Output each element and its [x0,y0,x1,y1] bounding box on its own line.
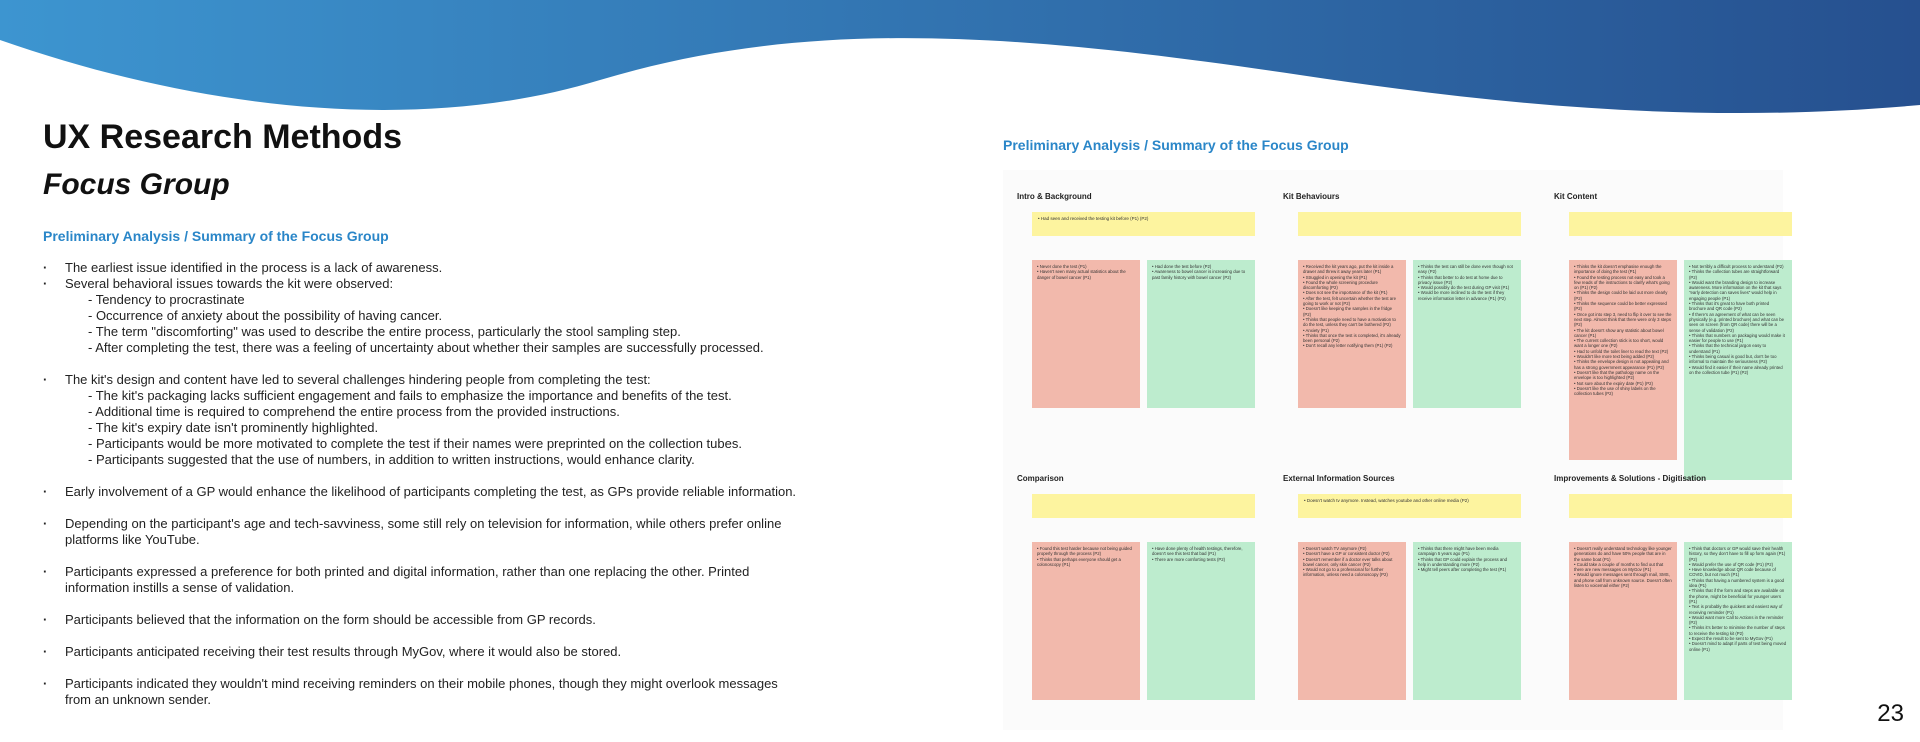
board-section [1283,192,1513,392]
affinity-board [1003,170,1787,730]
summary-subitem: - Additional time is required to comprehend the entire process from the provided instructions. [88,404,620,419]
note-bullet: • Thinks the kit doesn't emphasise enough the importance of doing the test (P1) [1574,264,1662,275]
section-title: Comparison [1017,474,1064,483]
note-bullet: • Expect the result to be sent to MyGov (P1) [1689,636,1773,642]
note-bullet: • Have done plenty of health testings, therefore, doesn't see this test that bad (P1) [1152,546,1243,557]
note-bullet: • Had seen and received the testing kit before (P1) (P2) [1038,216,1149,221]
note-green [1684,260,1792,480]
note-bullet: • Thinks that once the test is completed, it's already been personal (P2) [1303,332,1401,344]
section-heading: Preliminary Analysis / Summary of the Focus Group [43,228,389,244]
summary-item: · Depending on the participant's age and tech-savviness, some still rely on television for information, while others prefer online platforms like YouTube. [43,516,943,548]
note-pink [1569,542,1677,700]
summary-subitem: - The kit's packaging lacks sufficient engagement and fails to emphasize the importance and benefits of the test. [88,388,732,403]
note-bullet: • Thinks that better to do test at home due to privacy issue (P2) [1418,274,1503,285]
summary-item: · The earliest issue identified in the process is a lack of awareness. [43,260,943,276]
note-bullet: • Would possibly do the test during GP visit (P1) [1418,285,1510,291]
note-bullet: • Anxiety (P1) [1303,327,1329,333]
page-number: 23 [1877,700,1904,727]
note-bullet: • Received the kit years ago, put the kit inside a drawer and threw it away years later (P1) [1303,264,1394,275]
note-yellow [1298,494,1521,518]
summary-item: · Participants anticipated receiving their test results through MyGov, where it would also be stored. [43,644,943,660]
note-bullet: • Never done the test (P1) [1037,264,1087,269]
summary-item: · Participants expressed a preference for both printed and digital information, rather than one replacing the other. Printed information instills a sense of validation. [43,564,943,596]
note-bullet: • Might tell peers after completing the test (P1) [1418,567,1507,573]
note-bullet: • Struggled in opening the kit (P1) [1303,274,1368,280]
note-pink [1032,542,1140,700]
note-bullet: • Would prefer the use of QR code (P1) (P2) [1689,561,1774,567]
note-bullet: • Not terribly a difficult process to understand (P2) [1689,264,1784,269]
note-pink [1298,260,1406,408]
note-bullet: • Not sure about the expiry date (P1) (P2) [1574,380,1653,386]
note-bullet: • Would be more inclined to do the test if they receive information letter in advance (P1) (P2) [1418,290,1506,301]
summary-subitem: - Participants would be more motivated to complete the test if their names were preprinted on the collection tubes. [88,436,742,451]
note-bullet: • Thinks that it's great to have both printed brochure and QR code (P2) [1689,301,1770,312]
note-bullet: • Haven't seen many actual statistics about the danger of bowel cancer (P1) [1037,269,1126,280]
note-bullet: • Would ignore messages sent through mail, SMS, and phone call from unknown source. Doesn't often listen to voicemail either (P2) [1574,572,1672,589]
note-bullet: • Thinks that perhaps everyone should get a colonoscopy (P1) [1037,556,1121,567]
note-bullet: • Once got into step 3, need to flip it over to see the next step. Almost think that there were only 3 steps (P2) [1574,311,1672,328]
page-subtitle: Focus Group [43,168,230,201]
note-bullet: • After the test, felt uncertain whether the test are going to work or not (P2) [1303,295,1396,307]
summary-item: · Participants indicated they wouldn't mind receiving reminders on their mobile phones, though they might overlook messages from an unknown sender. [43,676,943,708]
note-bullet: • Would want the branding design to increase awareness. More information on the kit that says "early detection can saves lives" would help in engaging people (P1) [1689,279,1782,301]
note-bullet: • Thinks being casual is good but, don't be too informal to maintain the seriousness (P2) [1689,354,1777,365]
note-bullet: • Had to unfold the toilet liner to read the text (P2) [1574,348,1669,354]
summary-subitem: - Tendency to procrastinate [88,292,245,307]
summary-subitem: - After completing the test, there was a feeling of uncertainty about whether their samples are successfully processed. [88,340,764,355]
page-title: UX Research Methods [43,118,402,156]
board-section [1017,474,1247,694]
note-yellow [1032,494,1255,518]
note-green [1147,542,1255,700]
note-bullet: • Thinks the design could be laid out more clearly (P2) [1574,290,1668,301]
note-bullet: • Doesn't like that the pathology name on the envelope is too highlighted (P2) [1574,369,1660,381]
note-bullet: • Doesn't like the use of shiny labels on the collection tubes (P2) [1574,385,1656,397]
note-bullet: • Thinks that people need to have a motivation to do the test, unless they can't be bothered (P2) [1303,316,1396,328]
note-bullet: • The current collection stick is too short, would want a longer one (P2) [1574,338,1664,349]
note-bullet: • Thinks it's better to minimise the number of steps to receive the testing kit (P2) [1689,625,1785,636]
note-bullet: • Had done the test before (P2) [1152,264,1212,269]
summary-subitem: - The term "discomforting" was used to describe the entire process, particularly the stool sampling step. [88,324,681,339]
note-yellow [1032,212,1255,236]
note-yellow [1569,494,1792,518]
note-bullet: • Thinks that GP could explain the process and help in understanding more (P2) [1418,556,1508,567]
note-bullet: • Thinks that the technical jargon easy to understand (P1) [1689,343,1767,354]
note-bullet: • Thinks that there might have been media campaign 5 years ago (P1) [1418,546,1499,557]
board-section [1283,474,1513,694]
note-bullet: • Thinks the collection tubes are straightforward (P2) [1689,269,1780,280]
board-section [1017,192,1247,392]
note-green [1413,260,1521,408]
note-bullet: • Thinks the sequence could be better expressed (P2) [1574,301,1667,312]
note-bullet: • Thinks that if the form and steps are available on the phone, might be beneficial for younger users (P1) [1689,588,1785,604]
note-bullet: • Does not see the importance of the kit (P1) [1303,290,1388,296]
note-bullet: • Text is probably the quickest and easiest way of receiving reminder (P1) [1689,604,1783,615]
note-bullet: • Doesn't mind to adapt if parts of test being moved online (P1) [1689,641,1787,652]
section-title: Intro & Background [1017,192,1092,201]
note-bullet: • Would not go to a professional for further information, unless need a colonoscopy (P2) [1303,567,1388,578]
note-yellow [1569,212,1792,236]
note-yellow [1298,212,1521,236]
summary-item: · Early involvement of a GP would enhance the likelihood of participants completing the test, as GPs provide reliable information. [43,484,943,500]
note-green [1147,260,1255,408]
summary-subitem: - Occurrence of anxiety about the possibility of having cancer. [88,308,443,323]
board-section [1554,192,1784,462]
note-bullet: • Thinks that numbers on packaging would make it easier for people to use (P1) [1689,332,1785,344]
note-bullet: • There are more comforting tests (P2) [1152,556,1226,562]
note-bullet: • Thinks the test can still be done even though not easy (P2) [1418,264,1513,275]
summary-item: · Participants believed that the information on the form should be accessible from GP records. [43,612,943,628]
board-section [1554,474,1787,694]
note-pink [1298,542,1406,700]
note-bullet: • Wouldn't like more text being added (P2) [1574,354,1655,360]
section-title: External Information Sources [1283,474,1395,483]
board-heading: Preliminary Analysis / Summary of the Focus Group [1003,137,1349,153]
note-pink [1569,260,1677,460]
note-bullet: • Thinks that having a numbered system is a good idea (P1) [1689,577,1785,589]
note-bullet: • Would find it easier if their name already printed on the collection tube (P1) (P2) [1689,364,1783,375]
section-title: Kit Behaviours [1283,192,1340,201]
note-green [1413,542,1521,700]
note-bullet: • Would want more Call to Actions in the reminder (P2) [1689,614,1784,626]
summary-list [43,260,943,708]
note-bullet: • Doesn't really understand technology like younger generations do and have 50% people that are in the same boat (P1) [1574,546,1672,562]
note-pink [1032,260,1140,408]
note-green [1684,542,1792,700]
note-bullet: • Awareness to bowel cancer is increasing due to past family history with bowel cancer (P2) [1152,269,1246,280]
note-bullet: • Found the testing process not easy and took a few reads of the instructions to clarify what's going on (P1) (P2) [1574,274,1670,291]
note-bullet: • Doesn't remember if a doctor ever talks about bowel cancer, only skin cancer (P2) [1303,556,1393,567]
section-title: Kit Content [1554,192,1598,201]
note-bullet: • If there's an agreement of what can be seen physically (e.g. printed brochure) and what can be seen on screen (from QR code) there will be a sense of validation (P2) [1689,311,1785,333]
note-bullet: • Doesn't watch tv anymore. Instead, watches youtube and other online media (P2) [1304,498,1469,503]
summary-item: · The kit's design and content have led to several challenges hindering people from completing the test: [43,372,943,388]
note-bullet: • Found this test harder because not being guided properly through the process (P2) [1037,546,1132,557]
summary-item: · Several behavioral issues towards the kit were observed: [43,276,943,292]
note-bullet: • Think that doctors or GP would save their health history, so they don't have to fill up form again (P1) (P2) [1689,546,1786,562]
note-bullet: • Doesn't like keeping the samples in the fridge (P2) [1303,306,1393,317]
note-bullet: • Found the whole screening procedure discomforting (P2) [1303,279,1378,291]
note-bullet: • Don't recall any letter notifying them (P1) (P2) [1303,343,1393,349]
summary-subitem: - The kit's expiry date isn't prominently highlighted. [88,420,379,435]
note-bullet: • Doesn't have a GP or consistent doctor (P2) [1303,551,1390,557]
note-bullet: • Thinks the envelope design is not appealing and has a strong government appearance (P1) (P2) [1574,359,1669,370]
summary-subitem: - Participants suggested that the use of numbers, in addition to written instructions, would enhance clarity. [88,452,695,467]
note-bullet: • Doesn't watch TV anymore (P2) [1303,546,1367,551]
note-bullet: • The kit doesn't show any statistic about bowel cancer (P1) [1574,327,1664,338]
section-title: Improvements & Solutions - Digitisation [1554,474,1707,483]
note-bullet: • Could take a couple of months to find out that there are new messages on MyGov (P1) [1574,561,1664,573]
note-bullet: • Have knowledge about QR code because of COVID, but not much (P1) [1689,567,1776,578]
